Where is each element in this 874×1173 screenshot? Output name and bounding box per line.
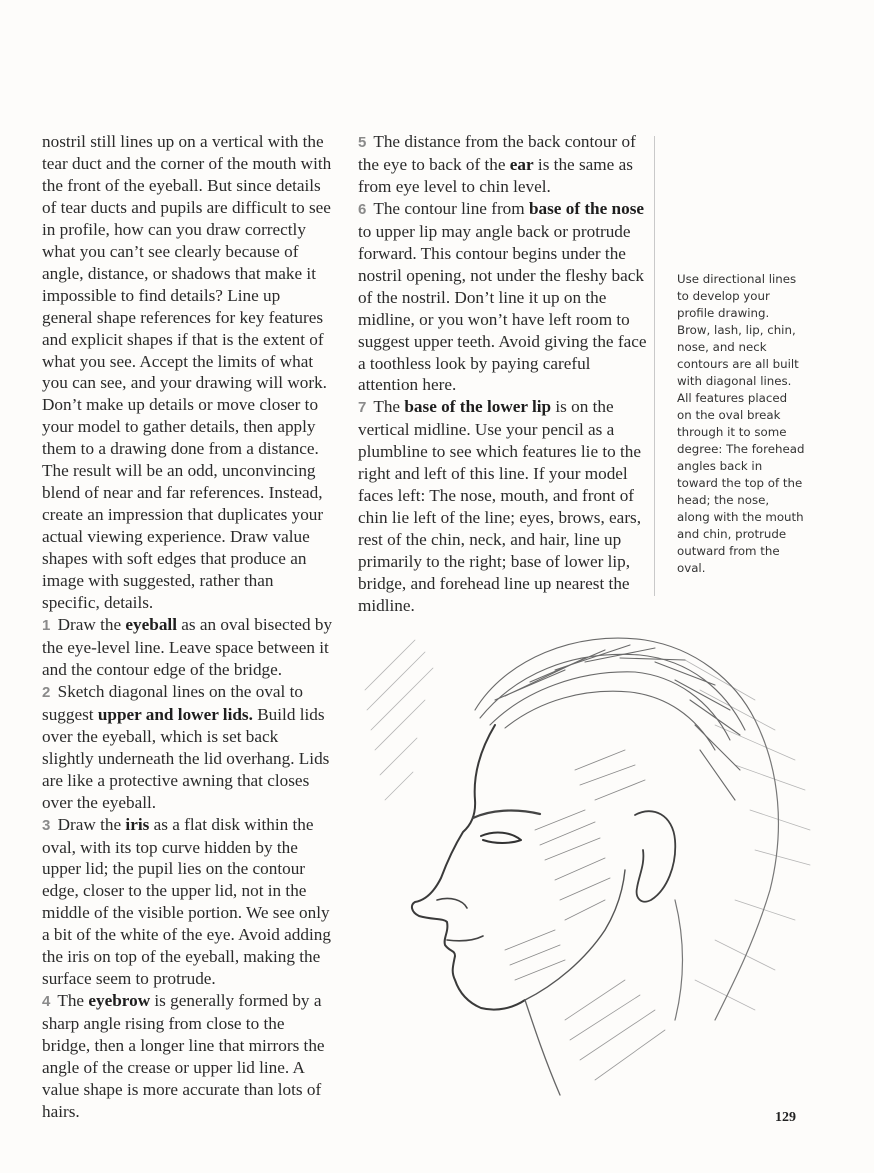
step-1: 1 Draw the eyeball as an oval bisected by the eye-level line. Leave space between it and the contour edge of the bridge. [42, 614, 333, 679]
step-number: 4 [42, 993, 51, 1011]
step-number: 5 [358, 134, 367, 151]
step-number: 3 [42, 816, 51, 834]
middle-text-column [358, 131, 648, 617]
page-number: 129 [775, 1110, 796, 1125]
step-2: 2 Sketch diagonal lines on the oval to suggest upper and lower lids. Build lids over the eyeball, which is set back slightly underneath the lid overhang. Lids are like a protective awning that closes over the eyeball. [42, 681, 330, 812]
step-number: 2 [42, 683, 51, 701]
step-4: 4 The eyebrow is generally formed by a sharp angle rising from close to the bridge, then a longer line that mirrors the angle of the crease or upper lid line. A value shape is more accurate than lots of hairs. [42, 991, 325, 1121]
step-keyword: eyebrow [88, 991, 151, 1011]
step-keyword: base of the lower lip [404, 397, 552, 417]
face-shading [505, 750, 645, 980]
step-keyword: ear [509, 154, 534, 174]
neck-back-contour [675, 900, 683, 1020]
intro-paragraph: nostril still lines up on a vertical with the tear duct and the corner of the mouth with the front of the eyeball. But since details of tear ducts and pupils are difficult to see in profile, how can you draw correctly what you can’t see clearly because of angle, distance, or shadows that make it impossible to find details? Line up general shape references for key features and explicit shapes if that is the extent of what you see. Accept the limits of what you can see, and your drawing will work. Don’t make up details or move closer to your model to gather details, then apply them to a drawing done from a distance. The result will be an odd, unconvincing blend of near and far references. Instead, create an impression that duplicates your actual viewing experience. Draw value shapes with soft edges that produce an image with suggested, rather than specific, details. [42, 132, 332, 613]
head-back-contour [715, 720, 778, 1020]
nostril-stroke [437, 898, 467, 908]
step-keyword: base of the nose [528, 198, 645, 218]
step-keyword: eyeball [125, 614, 177, 634]
step-6: 6 The contour line from base of the nose to upper lip may angle back or protrude forward. This contour begins under the nostril opening, not under the fleshy back of the nostril. Don’t line it up on the midline, or you won’t have left room to suggest upper teeth. Avoid giving the face a toothless look by paying careful attention here. [358, 198, 647, 395]
hair-strokes [475, 638, 755, 800]
neck-shading [565, 980, 665, 1080]
step-number: 7 [358, 399, 367, 417]
step-3: 3 Draw the iris as a flat disk within the oval, with its top curve hidden by the upper lid; the pupil lies on the contour edge, closer to the upper lid, not in the middle of the visible portion. We see only a bit of the white of the eye. Avoid adding the iris on top of the eyeball, making the surface seem to protrude. [42, 814, 331, 989]
step-7: 7 The base of the lower lip is on the vertical midline. Use your pencil as a plumbline to see which features lie to the right and left of this line. If your model faces left: The nose, mouth, and front of chin lie left of the line; eyes, brows, ears, rest of the chin, neck, and hair, line up primarily to the right; base of lower lip, bridge, and forehead line up nearest the midline. [358, 397, 642, 616]
step-number: 6 [358, 200, 367, 218]
eyebrow-stroke [473, 811, 540, 818]
left-text-column [42, 131, 334, 1123]
face-profile-contour [412, 725, 525, 1010]
ear-contour [635, 811, 675, 901]
eye-stroke [481, 833, 521, 843]
column-divider [654, 136, 655, 596]
step-keyword: upper and lower lids. [97, 704, 253, 724]
mouth-stroke [447, 936, 483, 941]
profile-sketch-illustration [355, 600, 825, 1100]
step-number: 1 [42, 616, 51, 634]
side-caption: Use directional lines to develop your profile drawing. Brow, lash, lip, chin, nose, and neck contours are all built with diagonal lines. All features placed on the oval break through it to some degree: The forehead angles back in toward the top of the head; the nose, along with the mouth and chin, protrude outward from the oval. [677, 272, 805, 575]
jaw-contour [525, 870, 625, 1000]
neck-contour [525, 1000, 560, 1095]
step-5: 5 The distance from the back contour of the eye to back of the ear is the same as from eye level to chin level. [358, 132, 636, 196]
step-keyword: iris [125, 814, 150, 834]
